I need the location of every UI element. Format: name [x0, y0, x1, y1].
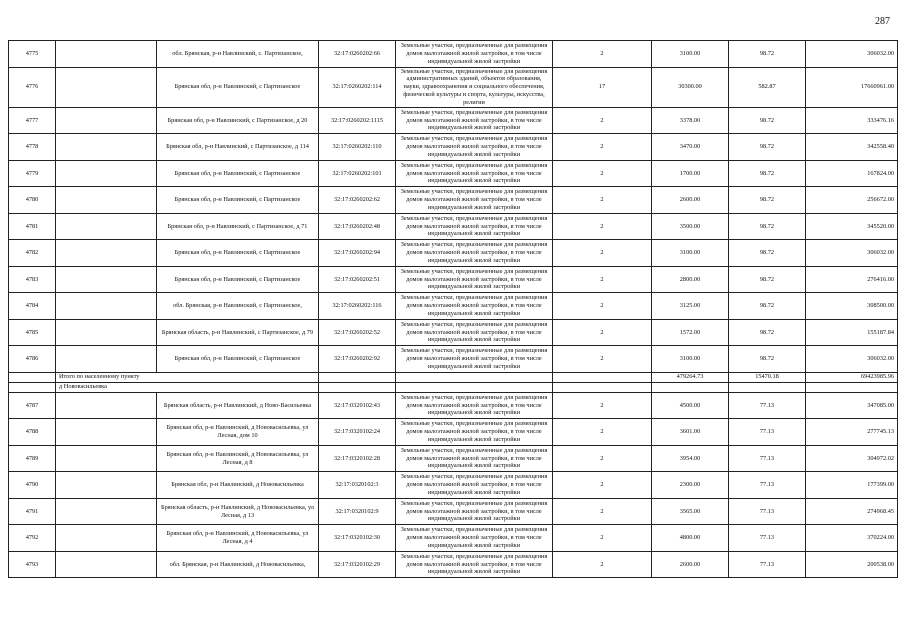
- land-use-cell: Земельные участки, предназначенные для размещения домов малоэтажной жилой застройки, в том числе индивидуальной жилой застройки: [396, 419, 553, 446]
- cadastral-number-cell: 32:17:0320102:30: [319, 525, 396, 552]
- total-row: [9, 372, 898, 382]
- rate-cell: 77.13: [729, 419, 806, 446]
- empty-cell: [56, 392, 157, 419]
- area-cell: 3565.00: [652, 498, 729, 525]
- address-cell: Брянская обл, р-н Навлинский, с Партизанское: [157, 187, 319, 214]
- row-number: 4781: [9, 213, 56, 240]
- table-row: [9, 187, 898, 214]
- cadastral-number-cell: 32:17:0260202:1115: [319, 107, 396, 134]
- address-cell: обл. Брянская, р-н Навлинский, д Нововасильевка,: [157, 551, 319, 578]
- area-cell: 3100.00: [652, 346, 729, 373]
- area-cell: 4500.00: [652, 392, 729, 419]
- land-use-cell: Земельные участки, предназначенные для размещения домов малоэтажной жилой застройки, в том числе индивидуальной жилой застройки: [396, 41, 553, 68]
- rate-cell: 77.13: [729, 392, 806, 419]
- land-use-cell: Земельные участки, предназначенные для размещения домов малоэтажной жилой застройки, в том числе индивидуальной жилой застройки: [396, 213, 553, 240]
- group-cell: 2: [553, 419, 652, 446]
- row-number: 4775: [9, 41, 56, 68]
- address-cell: Брянская область, р-н Навлинский, д Нововасильевка, ул Лесная, д 13: [157, 498, 319, 525]
- empty-cell: [56, 213, 157, 240]
- area-cell: 2600.00: [652, 551, 729, 578]
- table-row: [9, 392, 898, 419]
- empty-cell: [652, 382, 729, 392]
- group-cell: 2: [553, 187, 652, 214]
- locality-row: [9, 382, 898, 392]
- table-row: [9, 472, 898, 499]
- land-use-cell: Земельные участки, предназначенные для размещения домов малоэтажной жилой застройки, в том числе индивидуальной жилой застройки: [396, 319, 553, 346]
- rate-cell: 98.72: [729, 160, 806, 187]
- row-number: 4780: [9, 187, 56, 214]
- cadastral-cost-cell: 342558.40: [806, 134, 898, 161]
- total-area: 479264.73: [652, 372, 729, 382]
- table-row: [9, 445, 898, 472]
- group-cell: 2: [553, 293, 652, 320]
- total-cost: 69423985.96: [806, 372, 898, 382]
- group-cell: 2: [553, 213, 652, 240]
- row-number: 4791: [9, 498, 56, 525]
- table-row: [9, 293, 898, 320]
- cadastral-cost-cell: 200538.00: [806, 551, 898, 578]
- table-row: [9, 160, 898, 187]
- table-row: [9, 107, 898, 134]
- cadastral-cost-cell: 155187.84: [806, 319, 898, 346]
- cadastral-number-cell: 32:17:0320102:3: [319, 472, 396, 499]
- total-label: Итого по населенному пункту: [56, 372, 319, 382]
- land-use-cell: Земельные участки, предназначенные для размещения домов малоэтажной жилой застройки, в том числе индивидуальной жилой застройки: [396, 240, 553, 267]
- group-cell: 2: [553, 525, 652, 552]
- table-row: [9, 525, 898, 552]
- empty-cell: [56, 240, 157, 267]
- page-number: 287: [875, 16, 890, 27]
- area-cell: 2600.00: [652, 187, 729, 214]
- row-number: 4785: [9, 319, 56, 346]
- group-cell: 2: [553, 498, 652, 525]
- group-cell: 2: [553, 472, 652, 499]
- rate-cell: 98.72: [729, 134, 806, 161]
- empty-cell: [553, 372, 652, 382]
- cadastral-number-cell: 32:17:0260202:51: [319, 266, 396, 293]
- cadastral-value-table: [8, 40, 898, 578]
- empty-cell: [396, 382, 553, 392]
- cadastral-cost-cell: 345520.00: [806, 213, 898, 240]
- address-cell: Брянская обл, р-н Навлинский, д Нововасильевка, ул Лесная, д 8: [157, 445, 319, 472]
- area-cell: 1700.00: [652, 160, 729, 187]
- cadastral-number-cell: 32:17:0260202:110: [319, 134, 396, 161]
- rate-cell: 77.13: [729, 551, 806, 578]
- rate-cell: 98.72: [729, 240, 806, 267]
- area-cell: 2800.00: [652, 266, 729, 293]
- rate-cell: 77.13: [729, 472, 806, 499]
- area-cell: 3470.00: [652, 134, 729, 161]
- cadastral-number-cell: 32:17:0320102:28: [319, 445, 396, 472]
- land-use-cell: Земельные участки, предназначенные для размещения домов малоэтажной жилой застройки, в том числе индивидуальной жилой застройки: [396, 160, 553, 187]
- table-row: [9, 319, 898, 346]
- empty-cell: [56, 187, 157, 214]
- group-cell: 2: [553, 41, 652, 68]
- table-row: [9, 134, 898, 161]
- land-use-cell: Земельные участки, предназначенные для размещения домов малоэтажной жилой застройки, в том числе индивидуальной жилой застройки: [396, 187, 553, 214]
- empty-cell: [56, 551, 157, 578]
- address-cell: обл. Брянская, р-н Навлинский, с Партизанское,: [157, 293, 319, 320]
- cadastral-number-cell: 32:17:0320102:43: [319, 392, 396, 419]
- group-cell: 2: [553, 445, 652, 472]
- address-cell: Брянская обл, р-н Навлинский, с Партизанское, д 71: [157, 213, 319, 240]
- cadastral-number-cell: 32:17:0320102:24: [319, 419, 396, 446]
- cadastral-number-cell: 32:17:0260202:66: [319, 41, 396, 68]
- cadastral-cost-cell: 333476.16: [806, 107, 898, 134]
- empty-cell: [729, 382, 806, 392]
- address-cell: Брянская обл, р-н Навлинский, д Нововасильевка: [157, 472, 319, 499]
- group-cell: 2: [553, 346, 652, 373]
- cadastral-number-cell: 32:17:0260202:101: [319, 160, 396, 187]
- group-cell: 2: [553, 134, 652, 161]
- row-number: 4792: [9, 525, 56, 552]
- row-number: 4793: [9, 551, 56, 578]
- land-use-cell: Земельные участки, предназначенные для размещения административных зданий, объектов образования, науки, здравоохранения и социального обеспечения, физической культуры и спорта, культуры, искусства, религии: [396, 67, 553, 107]
- address-cell: Брянская обл, р-н Навлинский, с Партизанское, д 20: [157, 107, 319, 134]
- land-use-cell: Земельные участки, предназначенные для размещения домов малоэтажной жилой застройки, в том числе индивидуальной жилой застройки: [396, 445, 553, 472]
- table-row: [9, 419, 898, 446]
- row-number: 4788: [9, 419, 56, 446]
- land-use-cell: Земельные участки, предназначенные для размещения домов малоэтажной жилой застройки, в том числе индивидуальной жилой застройки: [396, 266, 553, 293]
- empty-cell: [56, 41, 157, 68]
- area-cell: 3100.00: [652, 41, 729, 68]
- cadastral-number-cell: 32:17:0260202:48: [319, 213, 396, 240]
- empty-cell: [56, 346, 157, 373]
- rate-cell: 98.72: [729, 107, 806, 134]
- land-use-cell: Земельные участки, предназначенные для размещения домов малоэтажной жилой застройки, в том числе индивидуальной жилой застройки: [396, 107, 553, 134]
- cadastral-cost-cell: 306032.00: [806, 41, 898, 68]
- cadastral-number-cell: 32:17:0320102:29: [319, 551, 396, 578]
- cadastral-cost-cell: 304972.02: [806, 445, 898, 472]
- rate-cell: 98.72: [729, 293, 806, 320]
- area-cell: 3601.00: [652, 419, 729, 446]
- cadastral-cost-cell: 277745.13: [806, 419, 898, 446]
- cadastral-number-cell: 32:17:0260202:116: [319, 293, 396, 320]
- cadastral-cost-cell: 167824.00: [806, 160, 898, 187]
- cadastral-cost-cell: 308500.00: [806, 293, 898, 320]
- land-use-cell: Земельные участки, предназначенные для размещения домов малоэтажной жилой застройки, в том числе индивидуальной жилой застройки: [396, 392, 553, 419]
- group-cell: 2: [553, 107, 652, 134]
- row-number: 4786: [9, 346, 56, 373]
- address-cell: Брянская область, р-н Навлинский, д Ново-Васильевка: [157, 392, 319, 419]
- land-use-cell: Земельные участки, предназначенные для размещения домов малоэтажной жилой застройки, в том числе индивидуальной жилой застройки: [396, 293, 553, 320]
- group-cell: 2: [553, 392, 652, 419]
- empty-cell: [9, 372, 56, 382]
- total-rate: 15470.18: [729, 372, 806, 382]
- area-cell: 3125.00: [652, 293, 729, 320]
- cadastral-cost-cell: 177399.00: [806, 472, 898, 499]
- row-number: 4789: [9, 445, 56, 472]
- empty-cell: [56, 67, 157, 107]
- land-use-cell: Земельные участки, предназначенные для размещения домов малоэтажной жилой застройки, в том числе индивидуальной жилой застройки: [396, 498, 553, 525]
- row-number: 4777: [9, 107, 56, 134]
- table-row: [9, 67, 898, 107]
- cadastral-number-cell: 32:17:0260202:114: [319, 67, 396, 107]
- empty-cell: [56, 445, 157, 472]
- empty-cell: [319, 382, 396, 392]
- rate-cell: 98.72: [729, 41, 806, 68]
- address-cell: Брянская область, р-н Навлинский, с Партизанское, д 79: [157, 319, 319, 346]
- rate-cell: 582.87: [729, 67, 806, 107]
- group-cell: 2: [553, 240, 652, 267]
- address-cell: Брянская обл, р-н Навлинский, д Нововасильевка, ул Лесная, дом 10: [157, 419, 319, 446]
- empty-cell: [56, 134, 157, 161]
- land-use-cell: Земельные участки, предназначенные для размещения домов малоэтажной жилой застройки, в том числе индивидуальной жилой застройки: [396, 472, 553, 499]
- cadastral-number-cell: 32:17:0260202:52: [319, 319, 396, 346]
- table-row: [9, 240, 898, 267]
- cadastral-cost-cell: 274968.45: [806, 498, 898, 525]
- cadastral-number-cell: 32:17:0260202:92: [319, 346, 396, 373]
- rate-cell: 98.72: [729, 319, 806, 346]
- table-row: [9, 266, 898, 293]
- cadastral-number-cell: 32:17:0320102:9: [319, 498, 396, 525]
- empty-cell: [56, 107, 157, 134]
- land-use-cell: Земельные участки, предназначенные для размещения домов малоэтажной жилой застройки, в том числе индивидуальной жилой застройки: [396, 525, 553, 552]
- area-cell: 30300.00: [652, 67, 729, 107]
- address-cell: Брянская обл, р-н Навлинский, с Партизанское: [157, 67, 319, 107]
- table-row: [9, 213, 898, 240]
- cadastral-number-cell: 32:17:0260202:62: [319, 187, 396, 214]
- table-row: [9, 346, 898, 373]
- cadastral-number-cell: 32:17:0260202:94: [319, 240, 396, 267]
- group-cell: 17: [553, 67, 652, 107]
- empty-cell: [553, 382, 652, 392]
- empty-cell: [56, 160, 157, 187]
- group-cell: 2: [553, 551, 652, 578]
- area-cell: 3954.00: [652, 445, 729, 472]
- empty-cell: [806, 382, 898, 392]
- cadastral-cost-cell: 17660961.00: [806, 67, 898, 107]
- area-cell: 3500.00: [652, 213, 729, 240]
- address-cell: Брянская обл, р-н Навлинский, с Партизанское: [157, 346, 319, 373]
- rate-cell: 98.72: [729, 187, 806, 214]
- row-number: 4779: [9, 160, 56, 187]
- row-number: 4784: [9, 293, 56, 320]
- address-cell: Брянская обл, р-н Навлинский, с Партизанское: [157, 266, 319, 293]
- rate-cell: 98.72: [729, 266, 806, 293]
- table-row: [9, 41, 898, 68]
- cadastral-cost-cell: 347085.00: [806, 392, 898, 419]
- empty-cell: [56, 472, 157, 499]
- address-cell: Брянская обл, р-н Навлинский, с Партизанское, д 114: [157, 134, 319, 161]
- land-use-cell: Земельные участки, предназначенные для размещения домов малоэтажной жилой застройки, в том числе индивидуальной жилой застройки: [396, 551, 553, 578]
- locality-label: д Нововасильевка: [56, 382, 319, 392]
- empty-cell: [56, 319, 157, 346]
- address-cell: Брянская обл, р-н Навлинский, д Нововасильевка, ул Лесная, д 4: [157, 525, 319, 552]
- row-number: 4776: [9, 67, 56, 107]
- row-number: 4783: [9, 266, 56, 293]
- area-cell: 2300.00: [652, 472, 729, 499]
- group-cell: 2: [553, 319, 652, 346]
- rate-cell: 98.72: [729, 346, 806, 373]
- land-use-cell: Земельные участки, предназначенные для размещения домов малоэтажной жилой застройки, в том числе индивидуальной жилой застройки: [396, 346, 553, 373]
- cadastral-cost-cell: 256672.00: [806, 187, 898, 214]
- address-cell: Брянская обл, р-н Навлинский, с Партизанское: [157, 240, 319, 267]
- rate-cell: 77.13: [729, 498, 806, 525]
- cadastral-cost-cell: 370224.00: [806, 525, 898, 552]
- cadastral-cost-cell: 306032.00: [806, 346, 898, 373]
- cadastral-cost-cell: 306032.00: [806, 240, 898, 267]
- area-cell: 4800.00: [652, 525, 729, 552]
- empty-cell: [56, 266, 157, 293]
- table-row: [9, 498, 898, 525]
- empty-cell: [9, 382, 56, 392]
- cadastral-cost-cell: 276416.00: [806, 266, 898, 293]
- land-use-cell: Земельные участки, предназначенные для размещения домов малоэтажной жилой застройки, в том числе индивидуальной жилой застройки: [396, 134, 553, 161]
- group-cell: 2: [553, 266, 652, 293]
- address-cell: Брянская обл, р-н Навлинский, с Партизанское: [157, 160, 319, 187]
- empty-cell: [319, 372, 396, 382]
- area-cell: 3378.00: [652, 107, 729, 134]
- empty-cell: [56, 525, 157, 552]
- area-cell: 3100.00: [652, 240, 729, 267]
- row-number: 4778: [9, 134, 56, 161]
- empty-cell: [396, 372, 553, 382]
- area-cell: 1572.00: [652, 319, 729, 346]
- empty-cell: [56, 293, 157, 320]
- group-cell: 2: [553, 160, 652, 187]
- row-number: 4787: [9, 392, 56, 419]
- address-cell: обл. Брянская, р-н Навлинский, с. Партизанское,: [157, 41, 319, 68]
- rate-cell: 77.13: [729, 525, 806, 552]
- empty-cell: [56, 498, 157, 525]
- empty-cell: [56, 419, 157, 446]
- row-number: 4790: [9, 472, 56, 499]
- row-number: 4782: [9, 240, 56, 267]
- rate-cell: 98.72: [729, 213, 806, 240]
- rate-cell: 77.13: [729, 445, 806, 472]
- table-row: [9, 551, 898, 578]
